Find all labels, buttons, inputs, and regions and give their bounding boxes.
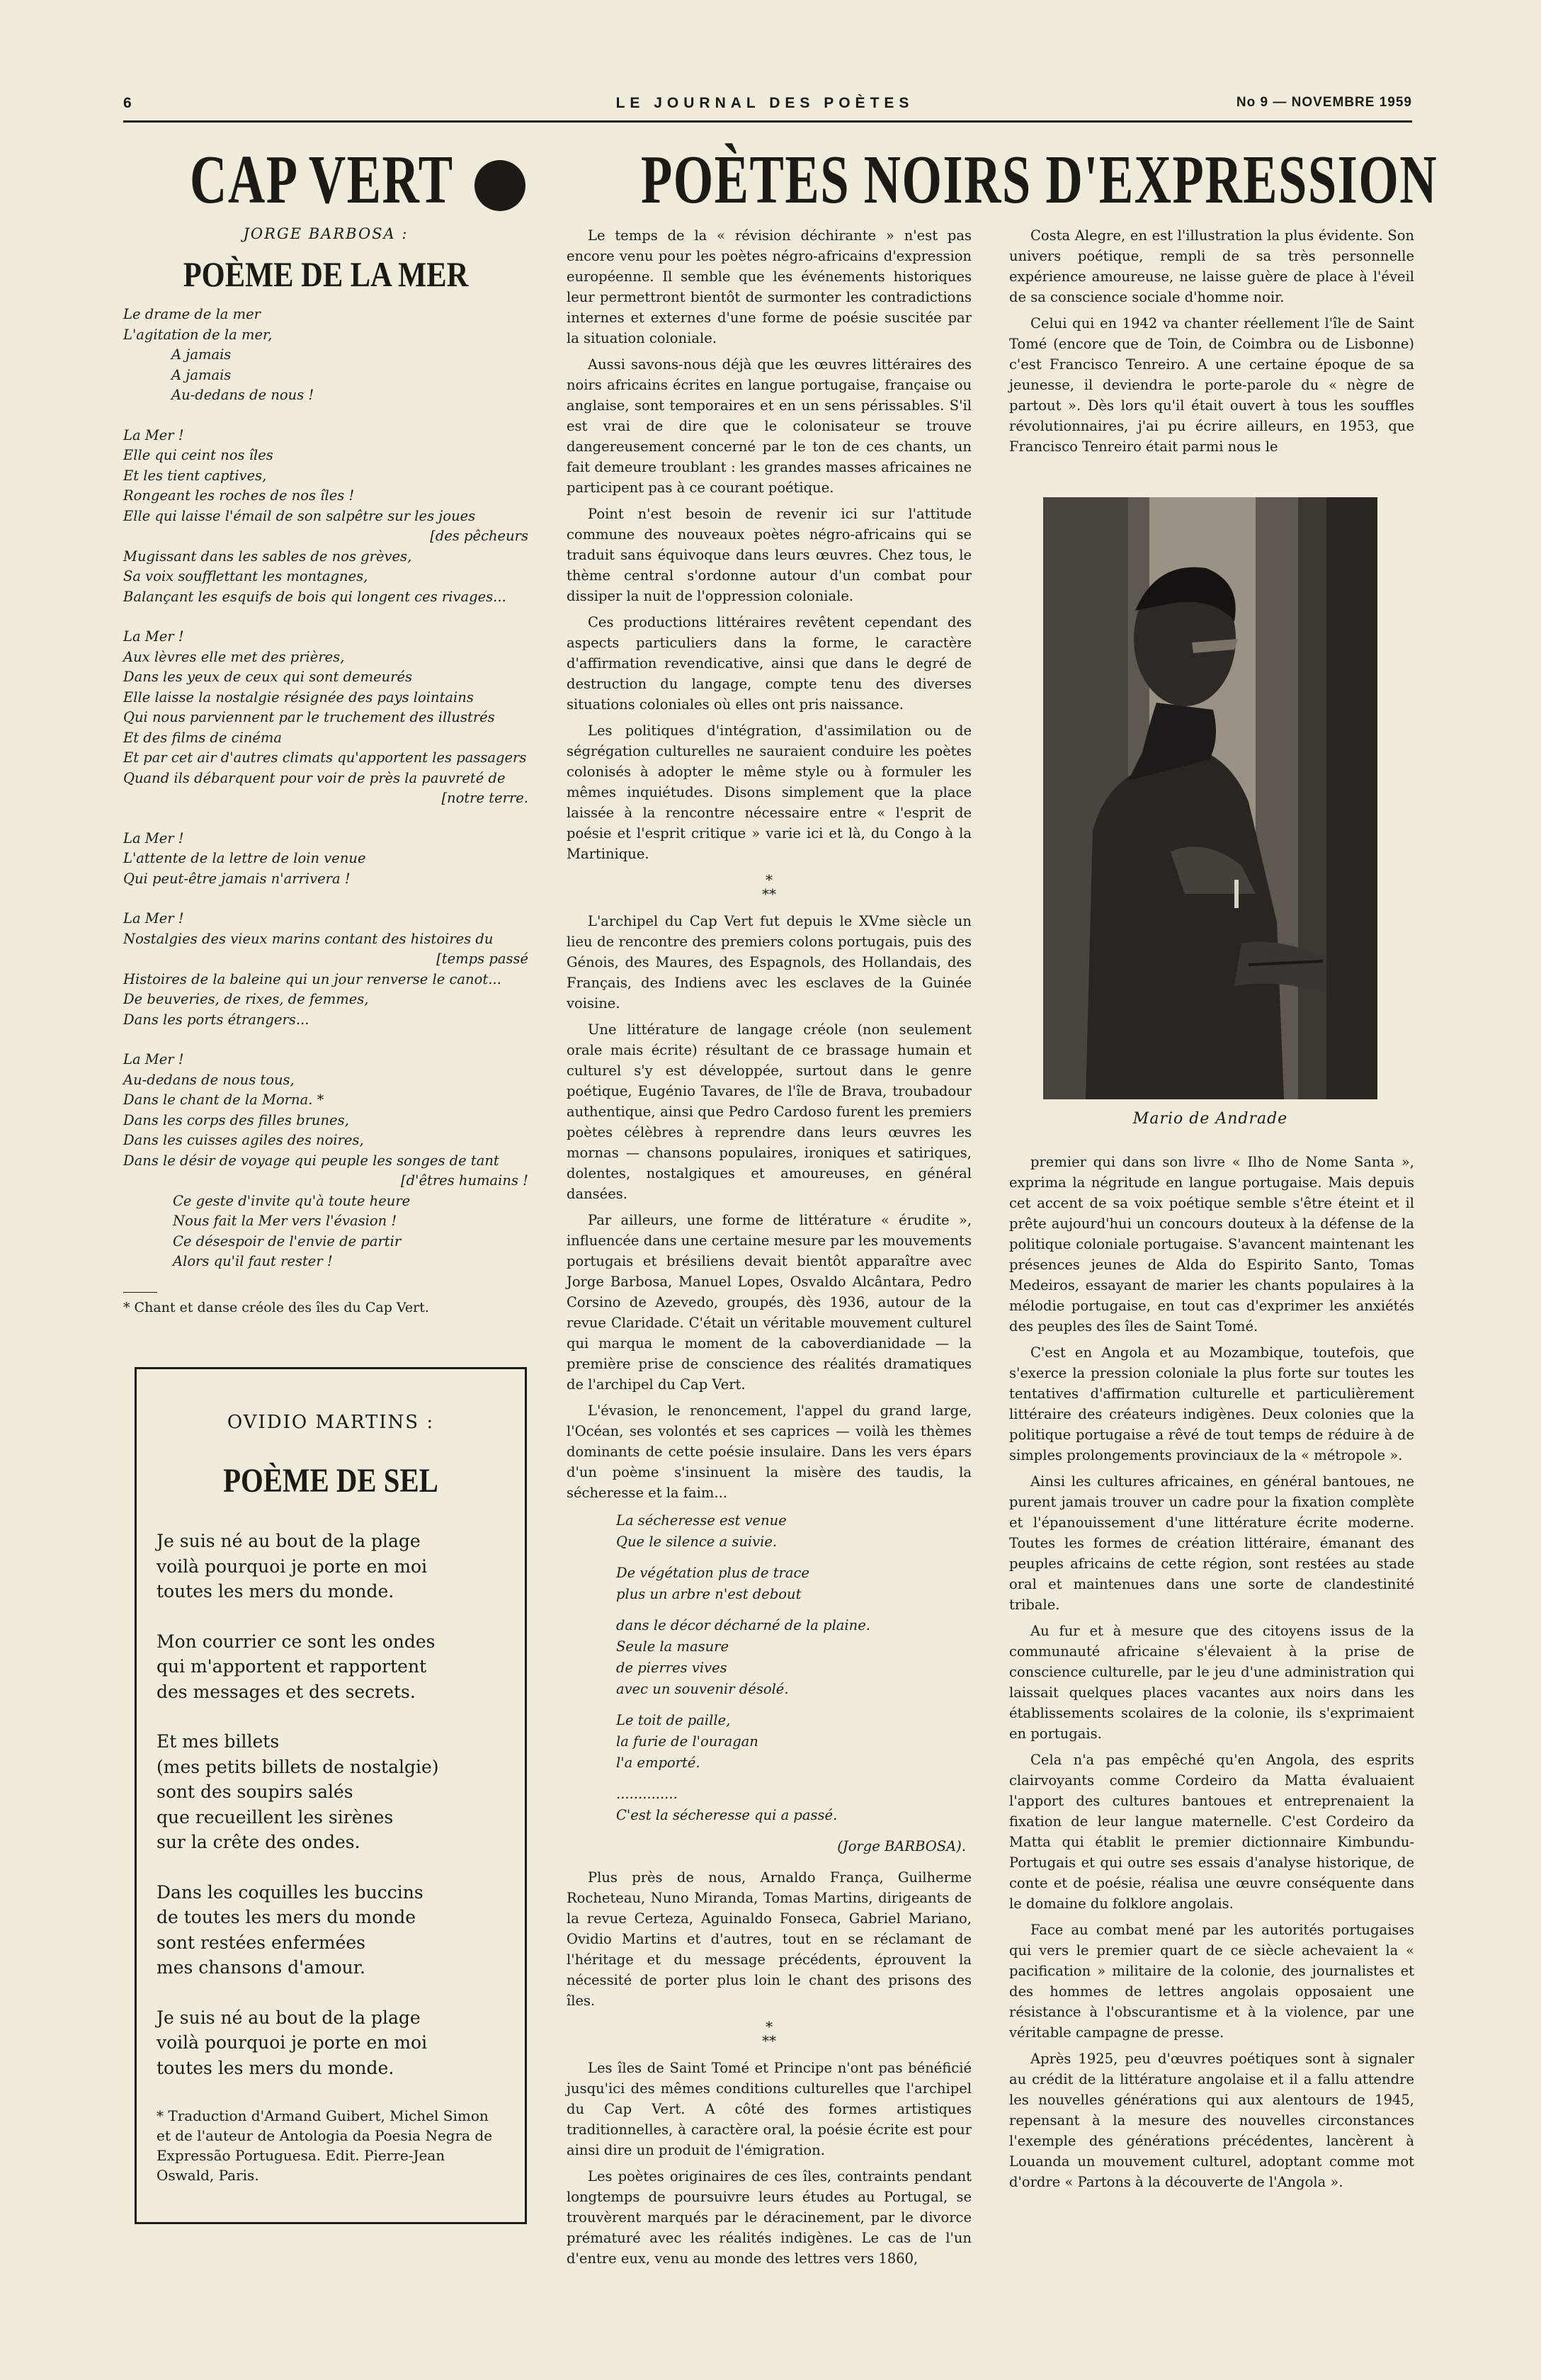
verse-line: sont restées enfermées <box>157 1932 365 1953</box>
verse-line: Elle qui laisse l'émail de son salpêtre sur les joues <box>123 507 476 524</box>
verse-line: [notre terre. <box>441 790 528 806</box>
verse-line: Dans les cuisses agiles des noires, <box>123 1132 364 1148</box>
paragraph: Une littérature de langage créole (non seulement orale mais écrite) résultant de ce brassage humain et culturel s'y est développée, surtout dans le genre poétique, Eugénio Tavares, de l'île de Brava, troubadour authentique, ainsi que Pedro Cardoso furent les premiers poètes célèbres à reprendre dans leurs œuvres les mornas — chansons populaires, ironiques et satiriques, dolentes, nostalgiques et amoureuses, en général dansées. <box>567 1021 972 1202</box>
verse-line: Et des films de cinéma <box>123 729 283 746</box>
verse-line: La Mer ! <box>123 426 184 443</box>
verse-line: qui m'apportent et rapportent <box>157 1656 427 1677</box>
verse-line: mes chansons d'amour. <box>157 1957 365 1978</box>
poem2-title: POÈME DE SEL <box>223 1462 438 1500</box>
verse-line: sur la crête des ondes. <box>157 1832 360 1852</box>
verse-line: Alors qu'il faut rester ! <box>173 1253 333 1269</box>
verse-line: Au-dedans de nous ! <box>171 387 314 403</box>
poem-sel-box <box>135 1367 527 2224</box>
poem2-stanza <box>157 1729 505 1855</box>
paragraph: C'est en Angola et au Mozambique, toutefois, que s'exerce la pression coloniale la plus forte sur toutes les tentatives d'affirmation culturelle et particulièrement littéraire des créateurs indigènes. Deux colonies que la politique portugaise a rêvé de tout temps de réduire à de simples prolongements provinciaux de la « métropole ». <box>1009 1344 1414 1463</box>
paragraph: Les poètes originaires de ces îles, contraints pendant longtemps de poursuivre leurs études au Portugal, se trouvèrent marqués par le déracinement, par le divorce prématuré avec les réalités indigènes. Le cas de l'un d'entre eux, venu au monde des lettres vers 1860, <box>567 2168 972 2267</box>
quote-stanza <box>616 1510 972 1553</box>
quote-line: .............. <box>616 1786 678 1802</box>
paragraph: Aussi savons-nous déjà que les œuvres littéraires des noirs africains écrites en langue portugaise, française ou anglaise, sont temporaires et en un sens périssables. S'il est vrai de dire que le colonisateur se trouve dangereusement concerné par le ton de ces chants, un fait demeure troublant : les grandes masses africaines ne participent pas à ce courant poétique. <box>567 356 972 496</box>
verse-line: Et mes billets <box>157 1731 280 1752</box>
poem2-verses <box>157 1529 505 2080</box>
quote-line: dans le décor décharné de la plaine. <box>616 1617 870 1633</box>
verse-line: Aux lèvres elle met des prières, <box>123 648 345 665</box>
verse-line: Histoires de la baleine qui un jour renverse le canot... <box>123 970 501 987</box>
verse-line: La Mer ! <box>123 910 184 926</box>
quote-line: plus un arbre n'est debout <box>616 1586 802 1602</box>
verse-line: La Mer ! <box>123 829 184 846</box>
poem1-title: POÈME DE LA MER <box>183 254 469 294</box>
poem1-verses <box>123 305 528 1272</box>
poem2-stanza <box>157 1880 505 1980</box>
section-stars: * ** <box>762 871 776 902</box>
poem1-stanza <box>123 909 528 1030</box>
poem1-stanza <box>123 1050 528 1272</box>
verse-line: voilà pourquoi je porte en moi <box>157 2032 428 2053</box>
paragraph: Face au combat mené par les autorités portugaises qui vers le premier quart de ce siècle achevaient la « pacification » militaire de la colonie, des journalistes et des hommes de lettres angolais opposaient une résistance à l'obscurantisme et à la violence, par une véritable campagne de presse. <box>1009 1922 1414 2041</box>
poem2-stanza <box>157 1629 505 1705</box>
quote-line: avec un souvenir désolé. <box>616 1681 789 1697</box>
verse-line: De beuveries, de rixes, de femmes, <box>123 991 369 1007</box>
headline-left: CAP VERT <box>190 142 454 218</box>
poem2-note: * Traduction d'Armand Guibert, Michel Simon et de l'auteur de Antologia da Poesia Negra de Expressão Portuguesa. Edit. Pierre-Jean Oswald, Paris. <box>157 2107 493 2184</box>
quote-line: la furie de l'ouragan <box>616 1733 758 1750</box>
verse-line: que recueillent les sirènes <box>157 1806 394 1828</box>
poem2-stanza <box>157 1529 505 1604</box>
verse-line: Balançant les esquifs de bois qui longent ces rivages... <box>123 588 506 605</box>
portrait-photo <box>1043 497 1377 1099</box>
quote-line: Le toit de paille, <box>616 1712 731 1728</box>
poem-la-mer <box>123 225 528 1315</box>
poem2-stanza <box>157 2005 505 2081</box>
headline-right: POÈTES NOIRS D'EXPRESSION <box>641 142 1438 218</box>
verse-line: Elle laisse la nostalgie résignée des pays lointains <box>123 688 474 706</box>
verse-line: des messages et des secrets. <box>157 1681 416 1702</box>
quote-stanza <box>616 1615 972 1700</box>
verse-line: Nostalgies des vieux marins contant des histoires du <box>123 930 494 947</box>
poem1-footnote: * Chant et danse créole des îles du Cap Vert. <box>123 1299 429 1315</box>
verse-line: [d'êtres humains ! <box>401 1172 528 1189</box>
verse-line: Au-dedans de nous tous, <box>123 1071 295 1088</box>
verse-line: Le drame de la mer <box>123 306 261 322</box>
poem2-author: OVIDIO MARTINS : <box>227 1412 435 1433</box>
verse-line: Ce désespoir de l'envie de partir <box>173 1232 402 1250</box>
verse-line: Dans les ports étrangers... <box>123 1011 309 1028</box>
poem1-stanza <box>123 829 528 890</box>
quote-line: Seule la masure <box>616 1638 729 1655</box>
quote-stanza <box>616 1710 972 1774</box>
page-number: 6 <box>123 95 132 111</box>
verse-line: Je suis né au bout de la plage <box>157 2007 421 2028</box>
paragraph: Point n'est besoin de revenir ici sur l'attitude commune des nouveaux poètes négro-africains qui se traduit sans équivoque dans leurs œuvres. Chez tous, le thème central s'ordonne autour d'un combat pour dissiper la nuit de l'oppression coloniale. <box>567 506 972 604</box>
verse-line: La Mer ! <box>123 1051 184 1067</box>
article-column-3-top <box>1009 225 1414 463</box>
verse-line: [des pêcheurs <box>430 528 528 544</box>
verse-line: Dans les coquilles les buccins <box>157 1881 423 1903</box>
verse-line: (mes petits billets de nostalgie) <box>157 1756 439 1777</box>
quote-line: C'est la sécheresse qui a passé. <box>616 1807 838 1823</box>
poem1-stanza <box>123 305 528 406</box>
verse-line: toutes les mers du monde. <box>157 1581 394 1602</box>
verse-line: Rongeant les roches de nos îles ! <box>123 487 355 504</box>
verse-line: Mugissant dans les sables de nos grèves, <box>123 548 412 565</box>
article-column-3-bottom <box>1009 1152 1414 2198</box>
paragraph: Les politiques d'intégration, d'assimilation ou de ségrégation culturelles ne sauraient conduire les poètes colonisés à adopter le même style ou à formuler les mêmes inquiétudes. Disons simplement que la place laissée à la rencontre nécessaire entre « l'esprit de poésie et l'esprit critique » varie ici et là, du Congo à la Martinique. <box>567 722 972 862</box>
quote-stanza <box>616 1784 972 1826</box>
quote-signature: (Jorge BARBOSA). <box>837 1838 966 1854</box>
verse-line: voilà pourquoi je porte en moi <box>157 1556 428 1577</box>
verse-line: Mon courrier ce sont les ondes <box>157 1631 436 1652</box>
poem1-stanza <box>123 627 528 809</box>
section-stars: * ** <box>762 2018 776 2049</box>
paragraph: premier qui dans son livre « Ilho de Nome Santa », exprima la négritude en langue portugaise. Mais depuis cet accent de sa voix poétique semble s'être éteint et il prête aujourd'hui un concours douteux à la défense de la politique coloniale portugaise. S'avancent maintenant les présences jeunes de Alda do Espirito Santo, Tomas Medeiros, essayant de marier les chants populaires à la mélodie portugaise, en tout cas d'exprimer les anxiétés des peuples des îles de Saint Tomé. <box>1009 1154 1414 1334</box>
verse-line: Dans les corps des filles brunes, <box>123 1111 349 1128</box>
paragraph: Au fur et à mesure que des citoyens issus de la communauté africaine s'élevaient à la prise de conscience culturelle, par le jeu d'une administration qui laissait quelques places vacantes aux noirs dans les établissements scolaires de la colonie, ils s'exprimaient en portugais. <box>1009 1623 1414 1742</box>
verse-line: Dans le désir de voyage qui peuple les songes de tant <box>123 1152 499 1169</box>
col2-paragraphs-b <box>567 911 972 1503</box>
quote-line: De végétation plus de trace <box>616 1565 809 1581</box>
poem1-author: JORGE BARBOSA : <box>243 225 409 242</box>
paragraph: Plus près de nous, Arnaldo França, Guilherme Rocheteau, Nuno Miranda, Tomas Martins, dirigeants de la revue Certeza, Aguinaldo Fonseca, Gabriel Mariano, Ovidio Martins et d'autres, tout en se réclamant de l'héritage et du message précédents, éprouvent la nécessité de porter plus loin le chant des prisons des îles. <box>567 1869 972 2009</box>
verse-line: Ce geste d'invite qu'à toute heure <box>173 1192 411 1209</box>
verse-line: Quand ils débarquent pour voir de près la pauvreté de <box>123 769 506 786</box>
quote-line: de pierres vives <box>616 1660 727 1676</box>
paragraph: Après 1925, peu d'œuvres poétiques sont à signaler au crédit de la littérature angolaise et il a fallu attendre les nouvelles générations qui aux alentours de 1945, repensant à la mesure des nouvelles circonstances l'exemple des générations précédentes, lancèrent à Louanda un mouvement culturel, adoptant comme mot d'ordre « Partons à la découverte de l'Angola ». <box>1009 2051 1414 2190</box>
verse-line: Et par cet air d'autres climats qu'apportent les passagers <box>123 749 527 766</box>
verse-line: Nous fait la Mer vers l'évasion ! <box>173 1213 397 1229</box>
verse-line: L'agitation de la mer, <box>123 326 273 343</box>
verse-line: toutes les mers du monde. <box>157 2057 394 2078</box>
verse-line: Et les tient captives, <box>123 467 267 484</box>
paragraph: Costa Alegre, en est l'illustration la plus évidente. Son univers poétique, rempli de sa très personnelle expérience amoureuse, ne laisse guère de place à l'éveil de sa conscience sociale d'homme noir. <box>1009 227 1414 305</box>
barbosa-quote <box>567 1510 972 1857</box>
quote-line: l'a emporté. <box>616 1755 700 1771</box>
footnote-rule <box>123 1292 157 1293</box>
verse-line: de toutes les mers du monde <box>157 1907 416 1927</box>
verse-line: Elle qui ceint nos îles <box>123 447 273 463</box>
verse-line: Dans le chant de la Morna. * <box>123 1092 324 1108</box>
issue-date: No 9 — NOVEMBRE 1959 <box>1236 95 1412 110</box>
photo-caption: Mario de Andrade <box>1132 1110 1288 1128</box>
paragraph: Cela n'a pas empêché qu'en Angola, des esprits clairvoyants comme Cordeiro da Matta évaluaient l'apport des cultures bantoues et entreprenaient la fixation de leur langue maternelle. C'est Cordeiro da Matta qui établit le premier dictionnaire Kimbundu-Portugais et qui outre ses essais d'analyse historique, de conte et de poésie, réalisa une œuvre conséquente dans le domaine du folklore angolais. <box>1009 1752 1414 1912</box>
paragraph: Par ailleurs, une forme de littérature « érudite », influencée dans une certaine mesure par les mouvements portugais et brésiliens devait bientôt apparaître avec Jorge Barbosa, Manuel Lopes, Osvaldo Alcântara, Pedro Corsino de Azevedo, groupés, dès 1936, autour de la revue Claridade. C'était un véritable mouvement culturel qui marqua le moment de la caboverdianidade — la première prise de conscience des réalités dramatiques de l'archipel du Cap Vert. <box>567 1212 972 1393</box>
headline-bullet <box>474 160 525 211</box>
col2-paragraphs-d <box>567 2058 972 2269</box>
verse-line: sont des soupirs salés <box>157 1781 353 1802</box>
quote-line: La sécheresse est venue <box>616 1512 787 1529</box>
quote-line: Que le silence a suivie. <box>616 1534 778 1550</box>
journal-title: LE JOURNAL DES POÈTES <box>615 95 914 111</box>
header-rule <box>123 120 1412 123</box>
paragraph: Ces productions littéraires revêtent cependant des aspects particuliers dans la forme, le caractère d'affirmation revendicative, ainsi que dans le degré de destruction du langage, compte tenu des diverses situations coloniales où elles ont pris naissance. <box>567 614 972 713</box>
verse-line: Qui nous parviennent par le truchement des illustrés <box>123 709 495 725</box>
verse-line: L'attente de la lettre de loin venue <box>123 850 366 866</box>
quote-stanza <box>616 1563 972 1605</box>
paragraph: Les îles de Saint Tomé et Principe n'ont pas bénéficié jusqu'ici des mêmes conditions culturelles que l'archipel du Cap Vert. A côté des formes artistiques traditionnelles, à caractère oral, la poésie écrite est pour ainsi dire un produit de l'émigration. <box>567 2060 972 2158</box>
paragraph: L'évasion, le renoncement, l'appel du grand large, l'Océan, ses volontés et ses caprices — voilà les thèmes dominants de cette poésie insulaire. Dans les vers épars d'un poème s'insinuent la misère des taudis, la sécheresse et la faim... <box>567 1402 972 1501</box>
article-column-2 <box>567 225 972 2274</box>
paragraph: Ainsi les cultures africaines, en général bantoues, ne purent jamais trouver un cadre pour la fixation complète et l'épanouissement d'une littérature écrite moderne. Toutes les formes de création littéraire, émanant des peuples africains de cette région, sont restées au stade oral et maintenues dans une sorte de clandestinité tribale. <box>1009 1473 1414 1613</box>
verse-line: [temps passé <box>436 951 528 967</box>
verse-line: Qui peut-être jamais n'arrivera ! <box>123 870 351 887</box>
paragraph: Celui qui en 1942 va chanter réellement l'île de Saint Tomé (encore que de Toin, de Coimbra ou de Lisbonne) c'est Francisco Tenreiro. A une certaine époque de sa jeunesse, il deviendra le porte-parole du « nègre de partout ». Dès lors qu'il était ouvert à tous les souffles révolutionnaires, j'ai pu écrire ailleurs, en 1953, que Francisco Tenreiro était parmi nous le <box>1009 315 1414 455</box>
verse-line: Sa voix soufflettant les montagnes, <box>123 568 368 584</box>
verse-line: Dans les yeux de ceux qui sont demeurés <box>123 669 413 685</box>
paragraph: Le temps de la « révision déchirante » n'est pas encore venu pour les poètes négro-africains d'expression européenne. Il semble que les événements historiques leur permettront bientôt de surmonter les contradictions internes et externes d'une forme de poésie suscitée par la situation coloniale. <box>567 227 972 346</box>
col2-paragraphs-a <box>567 225 972 864</box>
col2-paragraphs-c <box>567 1867 972 2011</box>
verse-line: A jamais <box>171 366 232 383</box>
verse-line: La Mer ! <box>123 628 184 645</box>
poem1-stanza <box>123 426 528 608</box>
verse-line: Je suis né au bout de la plage <box>157 1531 421 1551</box>
verse-line: A jamais <box>171 346 232 363</box>
paragraph: L'archipel du Cap Vert fut depuis le XVme siècle un lieu de rencontre des premiers colons portugais, puis des Génois, des Maures, des Espagnols, des Hollandais, des Français, des Indiens avec les esclaves de la Guinée voisine. <box>567 913 972 1012</box>
